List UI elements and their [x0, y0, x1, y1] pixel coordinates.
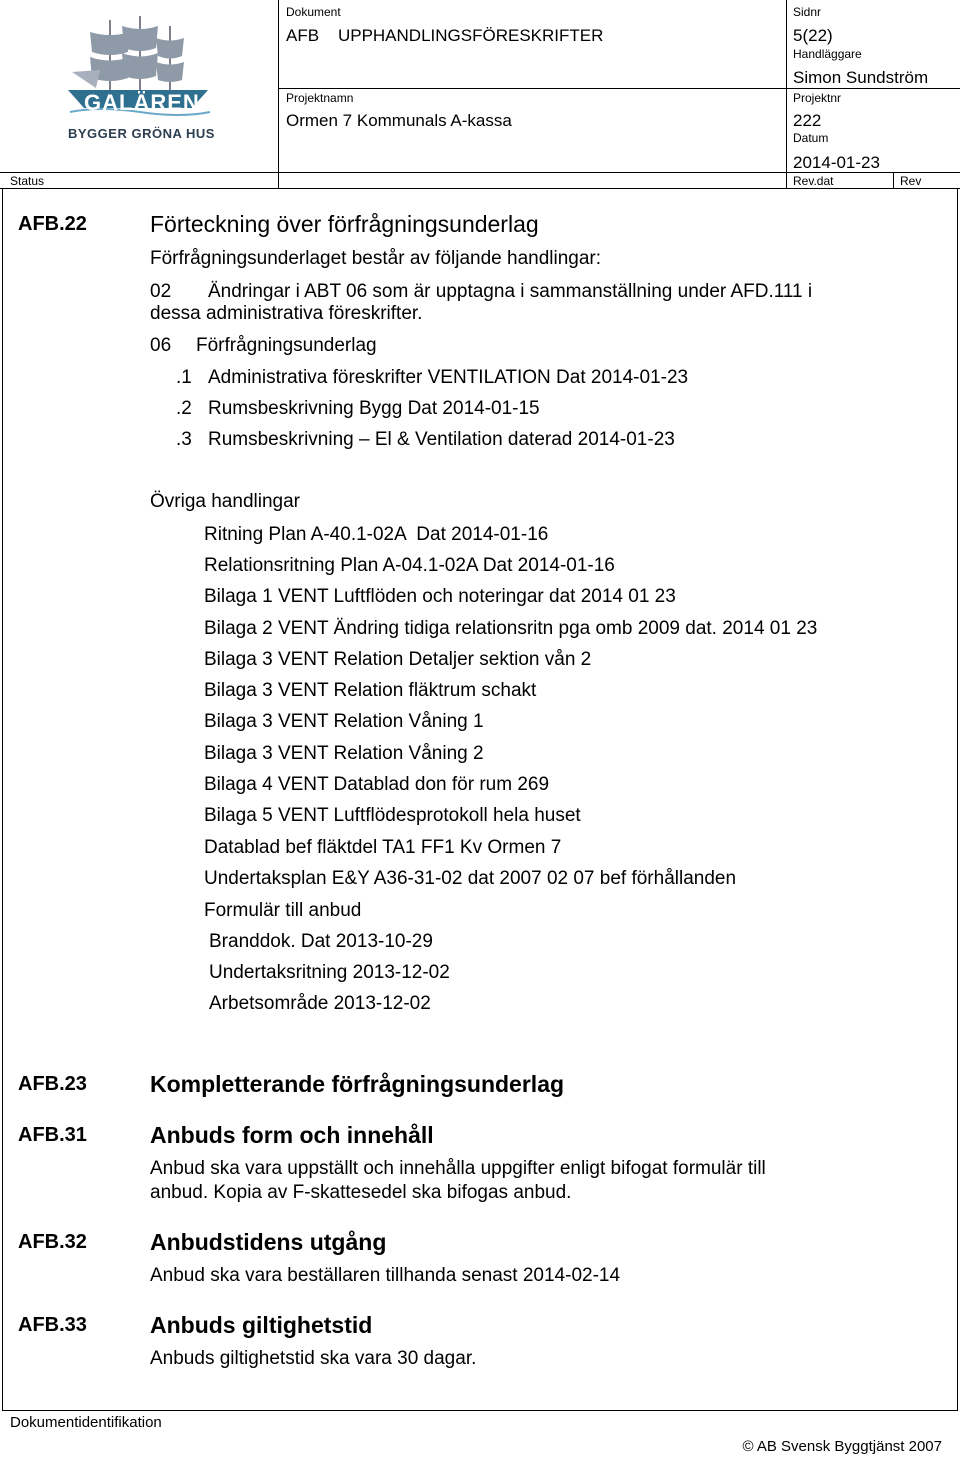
list-item-indented: Undertaksritning 2013-12-02 [209, 962, 450, 983]
list-item: Formulär till anbud [204, 900, 362, 921]
list-item: Bilaga 3 VENT Relation Våning 2 [204, 743, 484, 764]
sub-item-number: .2 [176, 398, 192, 419]
list-item: Bilaga 3 VENT Relation Detaljer sektion vån 2 [204, 649, 592, 670]
section-code: AFB.33 [18, 1314, 87, 1336]
section-text: Anbud ska vara beställaren tillhanda senast 2014-02-14 [150, 1265, 621, 1286]
section-title: Kompletterande förfrågningsunderlag [150, 1071, 565, 1097]
sub-item-text: Rumsbeskrivning – El & Ventilation daterad 2014-01-23 [208, 429, 675, 450]
sidnr-value: 5(22) [793, 26, 833, 45]
sub-item-text: Administrativa föreskrifter VENTILATION Dat 2014-01-23 [208, 367, 689, 388]
section-code: AFB.31 [18, 1124, 87, 1146]
section-title: Anbuds giltighetstid [150, 1312, 373, 1338]
revdat-label: Rev.dat [793, 174, 834, 188]
item-text: Förfrågningsunderlag [196, 335, 377, 356]
doc-id-label: Dokumentidentifikation [10, 1414, 162, 1431]
list-item: Bilaga 2 VENT Ändring tidiga relationsritn pga omb 2009 dat. 2014 01 23 [204, 618, 818, 639]
list-item: Undertaksplan E&Y A36-31-02 dat 2007 02 07 bef förhållanden [204, 868, 737, 889]
projektnamn-label: Projektnamn [286, 91, 354, 105]
item-number: 06 [150, 335, 172, 356]
section-text: anbud. Kopia av F-skattesedel ska bifogas anbud. [150, 1182, 572, 1203]
item-number: 02 [150, 281, 172, 302]
sub-item-number: .3 [176, 429, 192, 450]
logo-tagline: BYGGER GRÖNA HUS [68, 126, 215, 141]
status-label: Status [10, 174, 45, 188]
list-item: Bilaga 5 VENT Luftflödesprotokoll hela huset [204, 805, 581, 826]
datum-label: Datum [793, 131, 829, 145]
projektnr-label: Projektnr [793, 91, 842, 105]
list-item-indented: Arbetsområde 2013-12-02 [209, 993, 431, 1014]
section-title: Anbuds form och innehåll [150, 1122, 434, 1148]
sub-item-number: .1 [176, 367, 192, 388]
section-text: Anbud ska vara uppställt och innehålla uppgifter enligt bifogat formulär till [150, 1158, 766, 1179]
list-item: Datablad bef fläktdel TA1 FF1 Kv Ormen 7 [204, 837, 562, 858]
list-item: Bilaga 4 VENT Datablad don för rum 269 [204, 774, 550, 795]
ovriga-title: Övriga handlingar [150, 491, 300, 512]
sidnr-label: Sidnr [793, 5, 822, 19]
list-item: Bilaga 3 VENT Relation fläktrum schakt [204, 680, 537, 701]
projektnr-value: 222 [793, 111, 822, 130]
dokument-label: Dokument [286, 5, 341, 19]
list-item: Ritning Plan A-40.1-02A Dat 2014-01-16 [204, 524, 549, 545]
section-code: AFB.22 [18, 213, 87, 235]
projektnamn-value: Ormen 7 Kommunals A-kassa [286, 111, 512, 130]
handlaggare-value: Simon Sundström [793, 68, 929, 87]
item-text: Ändringar i ABT 06 som är upptagna i sammanställning under AFD.111 i [208, 281, 813, 302]
datum-value: 2014-01-23 [793, 153, 880, 172]
list-item: Relationsritning Plan A-04.1-02A Dat 2014-01-16 [204, 555, 615, 576]
intro-text: Förfrågningsunderlaget består av följande handlingar: [150, 248, 602, 269]
copyright: © AB Svensk Byggtjänst 2007 [742, 1438, 942, 1455]
section-code: AFB.23 [18, 1073, 87, 1095]
sub-item-text: Rumsbeskrivning Bygg Dat 2014-01-15 [208, 398, 540, 419]
list-item-indented: Branddok. Dat 2013-10-29 [209, 931, 433, 952]
list-item: Bilaga 3 VENT Relation Våning 1 [204, 711, 484, 732]
dokument-value: AFB UPPHANDLINGSFÖRESKRIFTER [286, 26, 604, 45]
section-title: Förteckning över förfrågningsunderlag [150, 211, 539, 237]
handlaggare-label: Handläggare [793, 47, 862, 61]
logo [60, 12, 220, 152]
logo-name: GALÄREN [84, 90, 200, 115]
section-code: AFB.32 [18, 1231, 87, 1253]
rev-label: Rev [900, 174, 922, 188]
item-text-cont: dessa administrativa föreskrifter. [150, 303, 423, 324]
section-title: Anbudstidens utgång [150, 1229, 387, 1255]
section-text: Anbuds giltighetstid ska vara 30 dagar. [150, 1348, 477, 1369]
list-item: Bilaga 1 VENT Luftflöden och noteringar dat 2014 01 23 [204, 586, 676, 607]
